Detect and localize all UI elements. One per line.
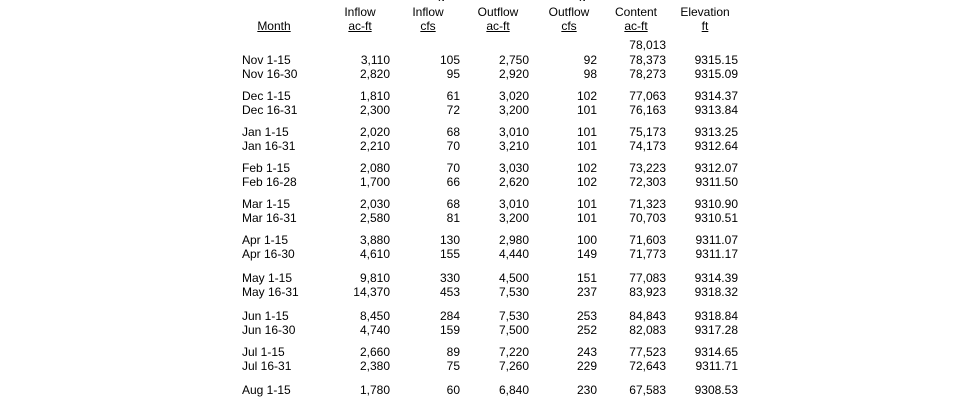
cell-elevation: 9311.07: [695, 233, 738, 247]
cell-elevation: 9314.37: [694, 89, 738, 103]
cell-outflow-cfs: 102: [576, 161, 597, 175]
cell-elevation: 9311.17: [695, 247, 738, 261]
cell-inflow-cfs: 89: [446, 345, 460, 359]
cell-content: 71,773: [629, 247, 666, 261]
cell-elevation: 9308.53: [694, 383, 738, 397]
cell-outflow-cfs: 149: [576, 247, 597, 261]
cell-outflow-acft: 4,500: [498, 271, 529, 285]
header-content-line1: Content: [614, 5, 658, 19]
cell-outflow-acft: 3,030: [498, 161, 529, 175]
cell-elevation: 9310.90: [694, 197, 738, 211]
cell-outflow-cfs: 237: [576, 285, 597, 299]
cell-outflow-acft: 2,920: [498, 67, 529, 81]
cell-content: 71,603: [629, 233, 666, 247]
cell-outflow-acft: 4,440: [498, 247, 529, 261]
cell-inflow-cfs: 60: [446, 383, 460, 397]
cell-month: Jan 16-31: [242, 139, 296, 153]
cell-elevation: 9312.64: [694, 139, 738, 153]
cell-month: Mar 16-31: [242, 211, 297, 225]
cell-month: Aug 1-15: [242, 383, 291, 397]
cell-inflow-cfs: 66: [446, 175, 460, 189]
cell-month: Dec 16-31: [242, 103, 298, 117]
cell-outflow-acft: 2,750: [498, 53, 529, 67]
cell-content: 70,703: [629, 211, 666, 225]
cell-content: 83,923: [629, 285, 666, 299]
cell-inflow-cfs: 130: [439, 233, 460, 247]
cell-inflow-cfs: 105: [439, 53, 460, 67]
cell-outflow-cfs: 101: [576, 211, 597, 225]
header-inflow-acft-unit: ac-ft: [348, 19, 372, 33]
header-outflow-cfs-unit: cfs: [561, 19, 577, 33]
cell-inflow-cfs: 95: [446, 67, 460, 81]
cell-outflow-cfs: 92: [583, 53, 597, 67]
cell-outflow-cfs: 253: [576, 309, 597, 323]
cell-elevation: 9311.50: [695, 175, 738, 189]
cell-inflow-cfs: 61: [446, 89, 460, 103]
cell-outflow-cfs: 229: [576, 359, 597, 373]
cell-month: Nov 1-15: [242, 53, 291, 67]
cell-inflow-acft: 2,210: [359, 139, 390, 153]
cell-outflow-acft: 7,260: [498, 359, 529, 373]
cell-elevation: 9312.07: [694, 161, 738, 175]
cell-outflow-acft: 2,620: [498, 175, 529, 189]
cell-content: 72,643: [629, 359, 666, 373]
clipped-header-fragment: [579, 0, 591, 1]
cell-inflow-cfs: 453: [439, 285, 460, 299]
cell-outflow-acft: 7,500: [498, 323, 529, 337]
cell-elevation: 9314.39: [694, 271, 738, 285]
cell-outflow-cfs: 98: [583, 67, 597, 81]
cell-inflow-cfs: 159: [439, 323, 460, 337]
cell-month: Mar 1-15: [242, 197, 291, 211]
cell-inflow-cfs: 330: [439, 271, 460, 285]
cell-inflow-acft: 2,030: [359, 197, 390, 211]
cell-outflow-cfs: 100: [576, 233, 597, 247]
header-month: Month: [257, 19, 291, 33]
cell-outflow-acft: 3,200: [498, 103, 529, 117]
cell-outflow-cfs: 243: [576, 345, 597, 359]
cell-outflow-acft: 2,980: [498, 233, 529, 247]
clipped-header-fragment: [438, 0, 450, 1]
cell-outflow-cfs: 102: [576, 89, 597, 103]
cell-month: Apr 1-15: [242, 233, 289, 247]
cell-outflow-acft: 3,010: [498, 125, 529, 139]
header-inflow-cfs-unit: cfs: [420, 19, 436, 33]
cell-month: Jan 1-15: [242, 125, 289, 139]
cell-inflow-acft: 4,740: [359, 323, 390, 337]
cell-month: Apr 16-30: [242, 247, 295, 261]
cell-content: 67,583: [629, 383, 666, 397]
cell-month: Dec 1-15: [242, 89, 291, 103]
cell-elevation: 9315.15: [694, 53, 738, 67]
cell-inflow-acft: 14,370: [353, 285, 390, 299]
cell-content: 72,303: [629, 175, 666, 189]
cell-inflow-acft: 1,810: [359, 89, 390, 103]
header-outflow-cfs-line1: Outflow: [548, 5, 590, 19]
cell-outflow-acft: 6,840: [498, 383, 529, 397]
cell-elevation: 9313.25: [694, 125, 738, 139]
cell-inflow-acft: 2,080: [359, 161, 390, 175]
cell-inflow-acft: 3,110: [360, 53, 390, 67]
cell-month: Nov 16-30: [242, 67, 298, 81]
cell-content: 77,063: [629, 89, 666, 103]
cell-inflow-cfs: 284: [439, 309, 460, 323]
cell-inflow-cfs: 81: [446, 211, 460, 225]
cell-content: 74,173: [629, 139, 666, 153]
cell-inflow-acft: 2,820: [359, 67, 390, 81]
cell-inflow-acft: 8,450: [359, 309, 390, 323]
cell-outflow-acft: 3,200: [498, 211, 529, 225]
cell-outflow-cfs: 101: [576, 103, 597, 117]
cell-outflow-cfs: 101: [576, 197, 597, 211]
cell-month: Feb 16-28: [242, 175, 297, 189]
cell-outflow-acft: 7,530: [498, 309, 529, 323]
cell-outflow-acft: 3,210: [498, 139, 529, 153]
cell-inflow-cfs: 75: [446, 359, 460, 373]
cell-month: May 16-31: [242, 285, 299, 299]
initial-content-value: 78,013: [629, 38, 666, 52]
cell-inflow-cfs: 72: [446, 103, 460, 117]
cell-outflow-acft: 3,010: [498, 197, 529, 211]
header-content-unit: ac-ft: [624, 19, 648, 33]
cell-elevation: 9315.09: [694, 67, 738, 81]
cell-month: Feb 1-15: [242, 161, 291, 175]
cell-month: Jun 1-15: [242, 309, 289, 323]
cell-inflow-acft: 2,300: [359, 103, 390, 117]
cell-content: 73,223: [629, 161, 666, 175]
header-outflow-acft-unit: ac-ft: [486, 19, 510, 33]
cell-content: 76,163: [629, 103, 666, 117]
cell-outflow-cfs: 252: [576, 323, 597, 337]
cell-inflow-acft: 3,880: [359, 233, 390, 247]
cell-content: 82,083: [629, 323, 666, 337]
header-elevation-unit: ft: [701, 19, 709, 33]
cell-outflow-acft: 7,220: [498, 345, 529, 359]
header-outflow-acft-line1: Outflow: [477, 5, 519, 19]
cell-content: 71,323: [629, 197, 666, 211]
cell-elevation: 9318.32: [694, 285, 738, 299]
cell-elevation: 9314.65: [694, 345, 738, 359]
cell-inflow-acft: 2,660: [359, 345, 390, 359]
header-elevation-line1: Elevation: [680, 5, 730, 19]
cell-content: 78,273: [629, 67, 666, 81]
cell-content: 78,373: [629, 53, 666, 67]
cell-outflow-cfs: 101: [576, 139, 597, 153]
cell-month: Jul 16-31: [242, 359, 292, 373]
cell-outflow-acft: 3,020: [498, 89, 529, 103]
cell-inflow-acft: 9,810: [359, 271, 390, 285]
cell-inflow-acft: 2,580: [359, 211, 390, 225]
cell-inflow-acft: 2,020: [359, 125, 390, 139]
cell-inflow-cfs: 70: [446, 139, 460, 153]
cell-month: Jul 1-15: [242, 345, 285, 359]
cell-outflow-cfs: 102: [576, 175, 597, 189]
cell-inflow-acft: 2,380: [359, 359, 390, 373]
cell-month: Jun 16-30: [242, 323, 296, 337]
cell-month: May 1-15: [242, 271, 293, 285]
cell-inflow-cfs: 70: [446, 161, 460, 175]
header-inflow-acft-line1: Inflow: [344, 5, 376, 19]
cell-inflow-acft: 1,700: [359, 175, 390, 189]
cell-elevation: 9310.51: [694, 211, 738, 225]
cell-content: 84,843: [629, 309, 666, 323]
cell-elevation: 9313.84: [694, 103, 738, 117]
cell-content: 75,173: [629, 125, 666, 139]
cell-content: 77,083: [629, 271, 666, 285]
header-inflow-cfs-line1: Inflow: [412, 5, 444, 19]
cell-outflow-cfs: 230: [576, 383, 597, 397]
cell-inflow-cfs: 155: [439, 247, 460, 261]
cell-inflow-acft: 4,610: [359, 247, 390, 261]
cell-inflow-cfs: 68: [446, 125, 460, 139]
cell-outflow-cfs: 101: [576, 125, 597, 139]
cell-outflow-cfs: 151: [576, 271, 597, 285]
cell-elevation: 9317.28: [694, 323, 738, 337]
cell-elevation: 9318.84: [694, 309, 738, 323]
cell-elevation: 9311.71: [695, 359, 738, 373]
cell-inflow-cfs: 68: [446, 197, 460, 211]
cell-inflow-acft: 1,780: [359, 383, 390, 397]
cell-content: 77,523: [629, 345, 666, 359]
cell-outflow-acft: 7,530: [498, 285, 529, 299]
